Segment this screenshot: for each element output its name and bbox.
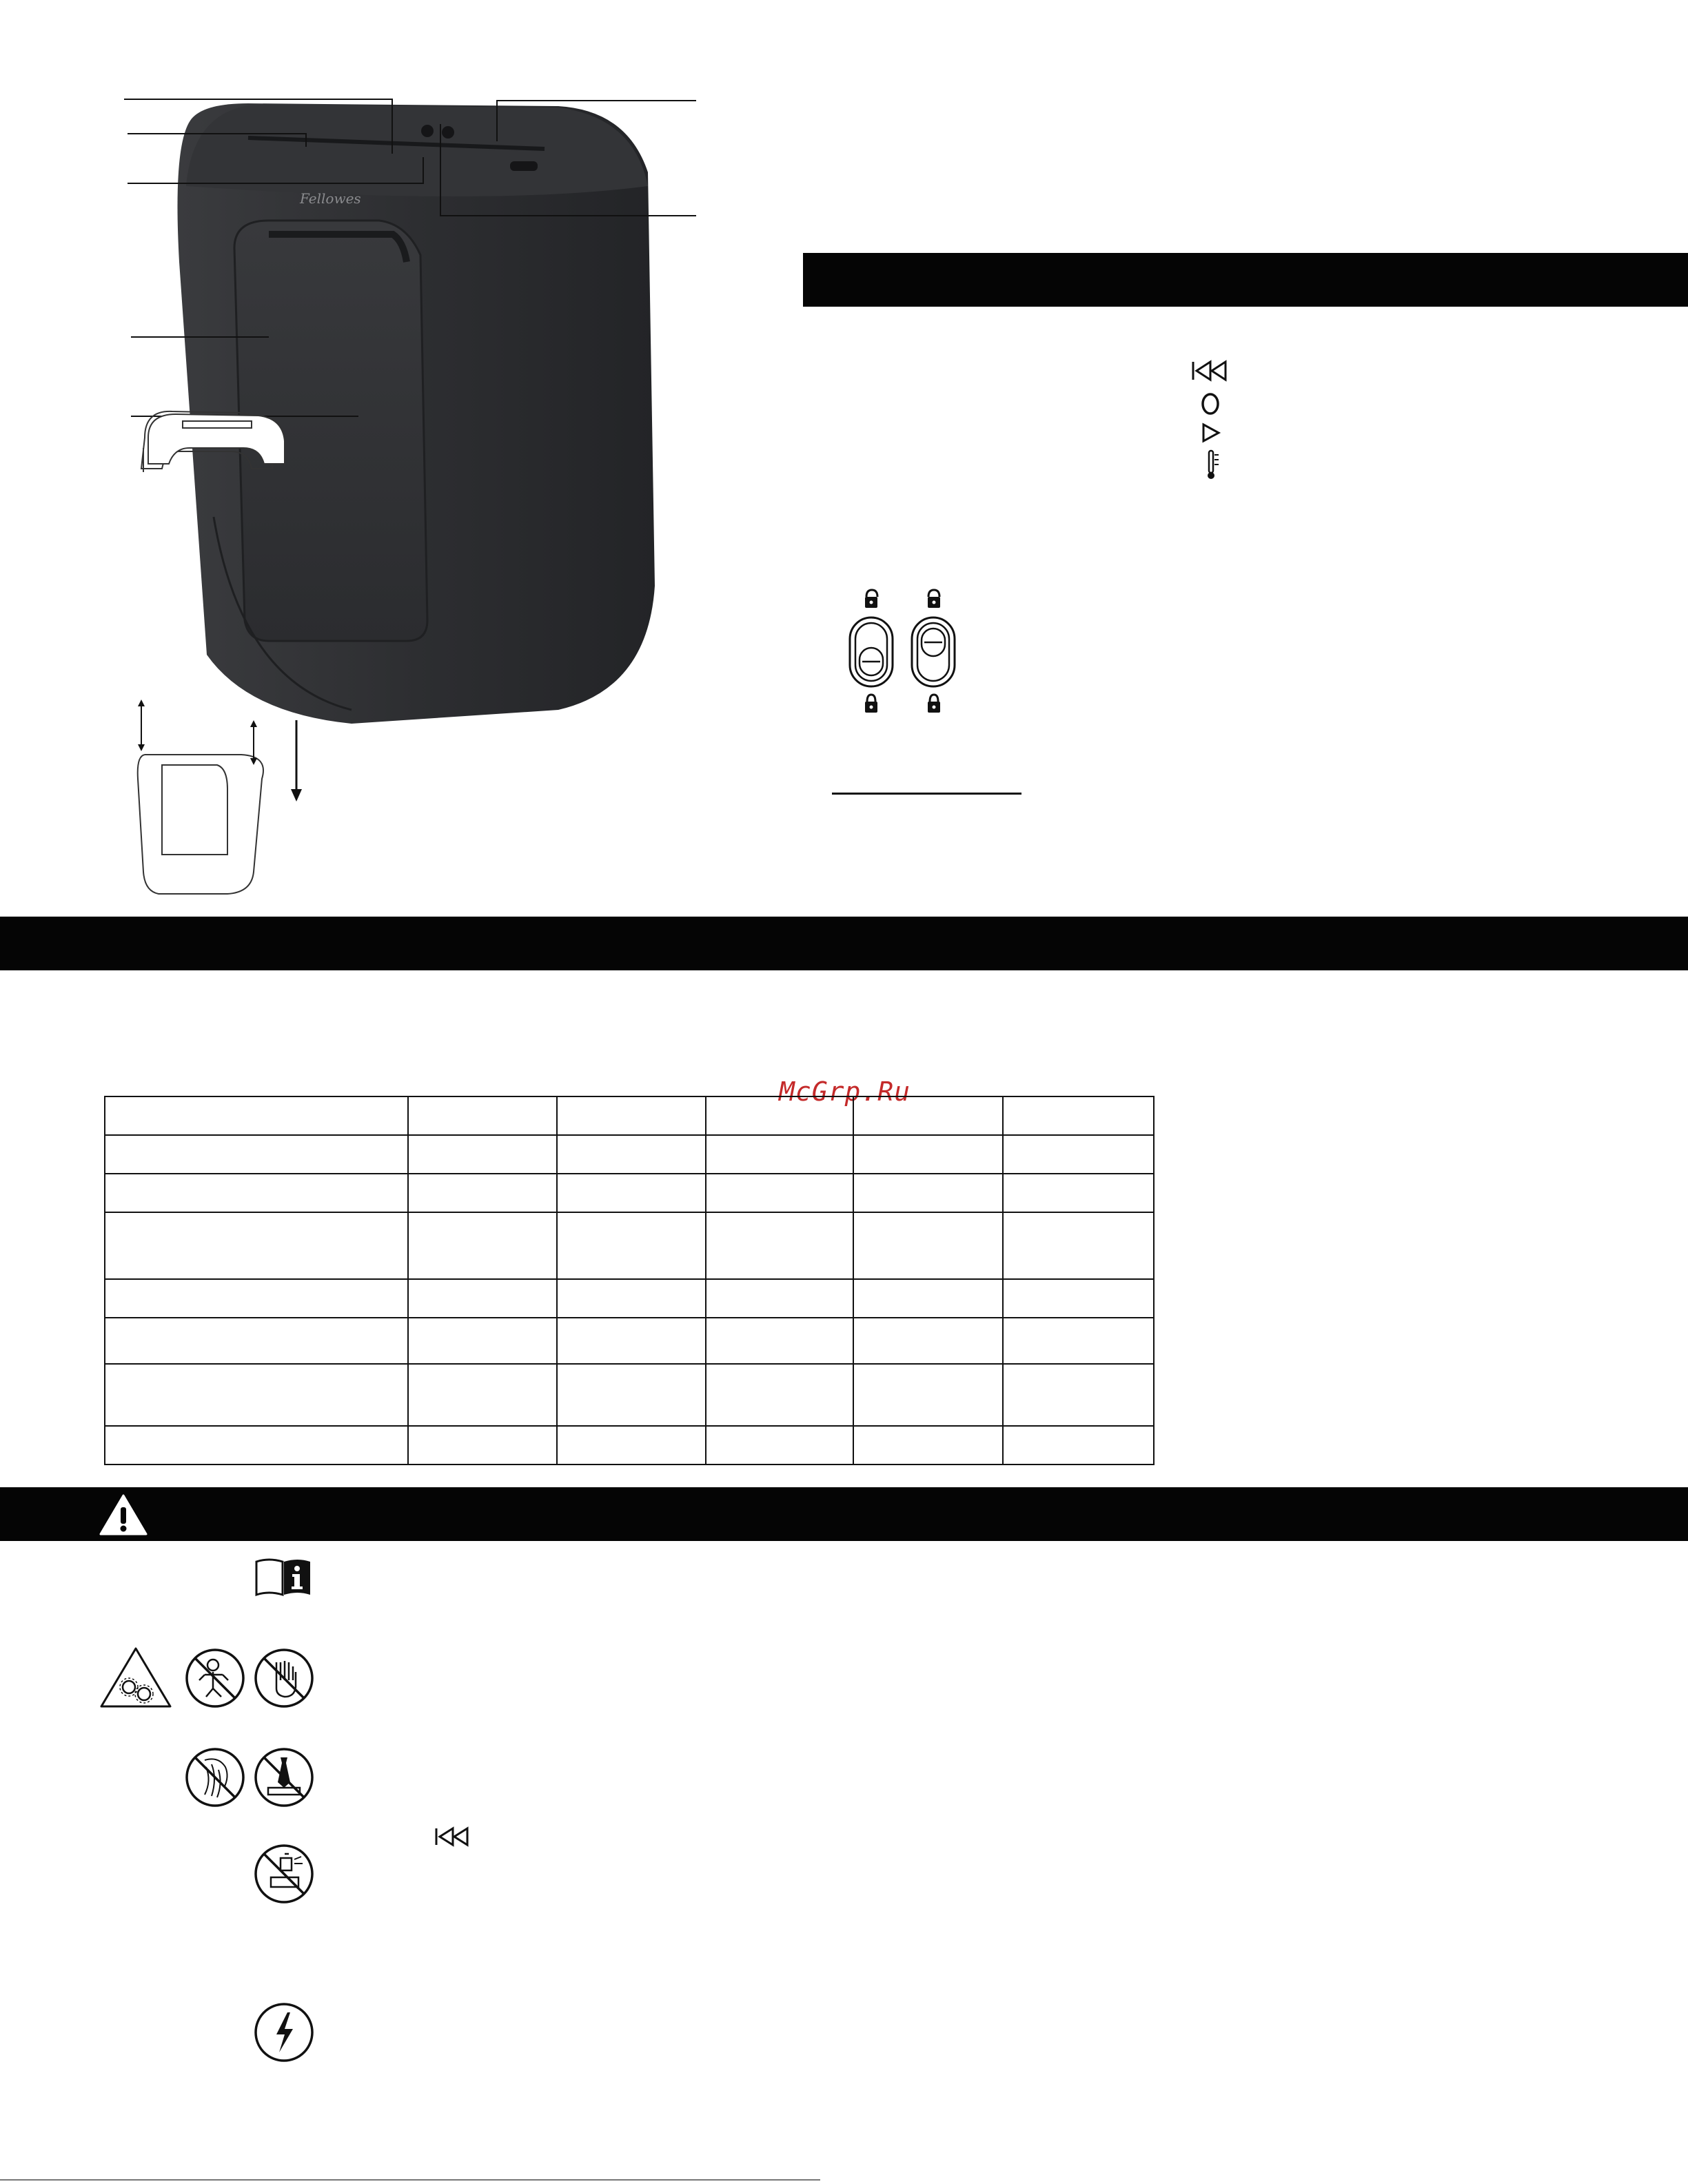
auto-on-icon bbox=[1201, 422, 1221, 443]
table-row bbox=[105, 1426, 1154, 1464]
table-row bbox=[105, 1174, 1154, 1212]
table-row bbox=[105, 1279, 1154, 1318]
watermark: McGrp.Ru bbox=[779, 1076, 911, 1107]
read-manual-icon bbox=[254, 1556, 313, 1598]
brand-logo: Fellowes bbox=[300, 190, 361, 207]
table-row bbox=[105, 1364, 1154, 1426]
no-hands-icon bbox=[253, 1647, 315, 1709]
table-row bbox=[105, 1318, 1154, 1364]
callout-line bbox=[124, 99, 393, 100]
underline-rule bbox=[832, 793, 1021, 795]
table-row bbox=[105, 1096, 1154, 1135]
reverse-icon bbox=[434, 1826, 470, 1847]
rotating-blades-icon bbox=[99, 1646, 173, 1709]
slide-lock-icon bbox=[850, 618, 893, 686]
specifications-table bbox=[104, 1096, 1155, 1465]
footer-rule bbox=[0, 2179, 820, 2181]
section-header-safety bbox=[0, 1487, 1688, 1541]
no-hair-icon bbox=[184, 1746, 246, 1808]
no-ties-icon bbox=[253, 1746, 315, 1808]
off-icon bbox=[1199, 391, 1221, 416]
reverse-icon bbox=[1191, 360, 1228, 382]
unlocked-icon bbox=[865, 590, 877, 608]
overheat-icon bbox=[1205, 449, 1220, 481]
shredder-head-diagram bbox=[141, 410, 293, 479]
locked-icon bbox=[865, 695, 877, 713]
high-voltage-icon bbox=[253, 2001, 315, 2063]
no-children-icon bbox=[184, 1647, 246, 1709]
section-header-specifications bbox=[0, 917, 1688, 970]
warning-triangle-icon bbox=[99, 1493, 148, 1536]
control-button bbox=[421, 125, 434, 137]
lock-slider-diagram bbox=[844, 587, 982, 718]
no-aerosol-icon bbox=[253, 1843, 315, 1905]
table-row bbox=[105, 1212, 1154, 1279]
section-header-controls bbox=[803, 253, 1688, 307]
table-row bbox=[105, 1135, 1154, 1174]
